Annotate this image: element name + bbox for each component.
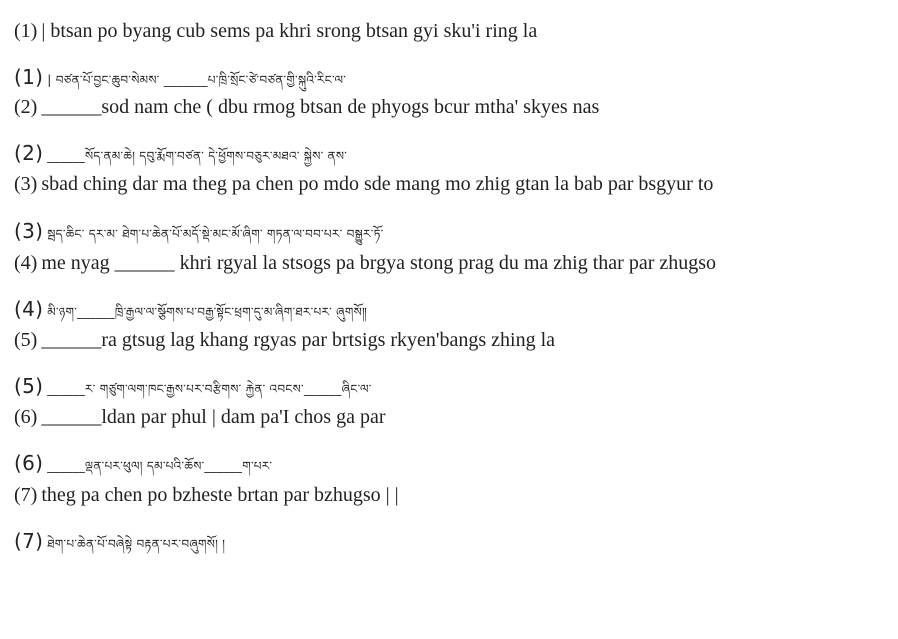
line-text: ཐེག་པ་ཆེན་པོ་བཞེསྟེ བརྟན་པར་བཞུགསོ། །	[47, 537, 226, 551]
line-number: (5)	[14, 374, 44, 398]
line-text: ______ra gtsug lag khang rgyas par brtsigs rkyen'bangs zhing la	[41, 329, 556, 351]
line-number: (6)	[14, 451, 44, 475]
line-3-latin	[14, 173, 894, 196]
line-text: སྦད་ཆིང་ དར་མ་ ཐེག་པ་ཆེན་པོ་མདོ་སྡེ་མང་མོ་ཞིག་ གཏན་ལ་བབ་པར་ བསྒྱུར་ཏོ་	[47, 227, 384, 241]
line-number: (1)	[14, 20, 38, 42]
line-1-latin	[14, 20, 894, 43]
line-2-latin	[14, 96, 894, 119]
line-text: ______sod nam che ( dbu rmog btsan de phyogs bcur mtha' skyes nas	[41, 96, 600, 118]
line-5-latin	[14, 329, 894, 352]
line-number: (6)	[14, 406, 38, 428]
line-text: མི་ཉག་______ཁྲི་རྒྱལ་ལ་སྩོགས་པ་བརྒྱ་སྟོང་ཕྲག་དུ་མ་ཞིག་ཐར་པར་ ཞུགསོ༎	[47, 305, 368, 319]
line-2-tibetan	[14, 141, 894, 177]
line-text: theg pa chen po bzheste brtan par bzhugso | |	[41, 484, 399, 506]
line-number: (2)	[14, 96, 38, 118]
line-number: (3)	[14, 219, 44, 243]
line-4-latin	[14, 252, 894, 275]
line-number: (4)	[14, 252, 38, 274]
line-5-tibetan	[14, 374, 894, 410]
line-7-latin	[14, 484, 894, 507]
line-number: (4)	[14, 297, 44, 321]
line-text: | btsan po byang cub sems pa khri srong btsan gyi sku'i ring la	[41, 20, 538, 42]
line-6-tibetan	[14, 451, 894, 487]
line-text: ______ldan par phul | dam pa'I chos ga par	[41, 406, 386, 428]
line-7-tibetan	[14, 529, 894, 565]
line-text: ______སོད་ནམ་ཆེ། དབུ་རྨོག་བཙན་ དེ་ཕྱོགས་བཅུར་མཐའ་ སྐྱེས་ ནས་	[47, 149, 348, 163]
line-text: | བཙན་པོ་བྱང་ཆུབ་སེམས་ _______པ་ཁྲི་སྲོང་ཙེ་བཙན་གྱི་སྐུའི་རིང་ལ་	[47, 73, 347, 87]
line-number: (1)	[14, 65, 44, 89]
line-number: (3)	[14, 173, 38, 195]
line-text: ______ར་ གཙུག་ལག་ཁང་རྒྱས་པར་བརྩིགས་ རྐྱེན་ འབངས་______ཞིང་ལ་	[47, 382, 372, 396]
line-text: ______ལྡན་པར་ཕུལ། དམ་པའི་ཆོས་______ག་པར་	[47, 459, 273, 473]
line-6-latin	[14, 406, 894, 429]
line-text: me nyag ______ khri rgyal la stsogs pa brgya stong prag du ma zhig thar par zhugso	[41, 252, 717, 274]
line-4-tibetan	[14, 297, 894, 333]
line-text: sbad ching dar ma theg pa chen po mdo sde mang mo zhig gtan la bab par bsgyur to	[41, 173, 714, 195]
line-3-tibetan	[14, 219, 894, 255]
line-number: (7)	[14, 529, 44, 553]
line-number: (2)	[14, 141, 44, 165]
line-number: (7)	[14, 484, 38, 506]
line-number: (5)	[14, 329, 38, 351]
